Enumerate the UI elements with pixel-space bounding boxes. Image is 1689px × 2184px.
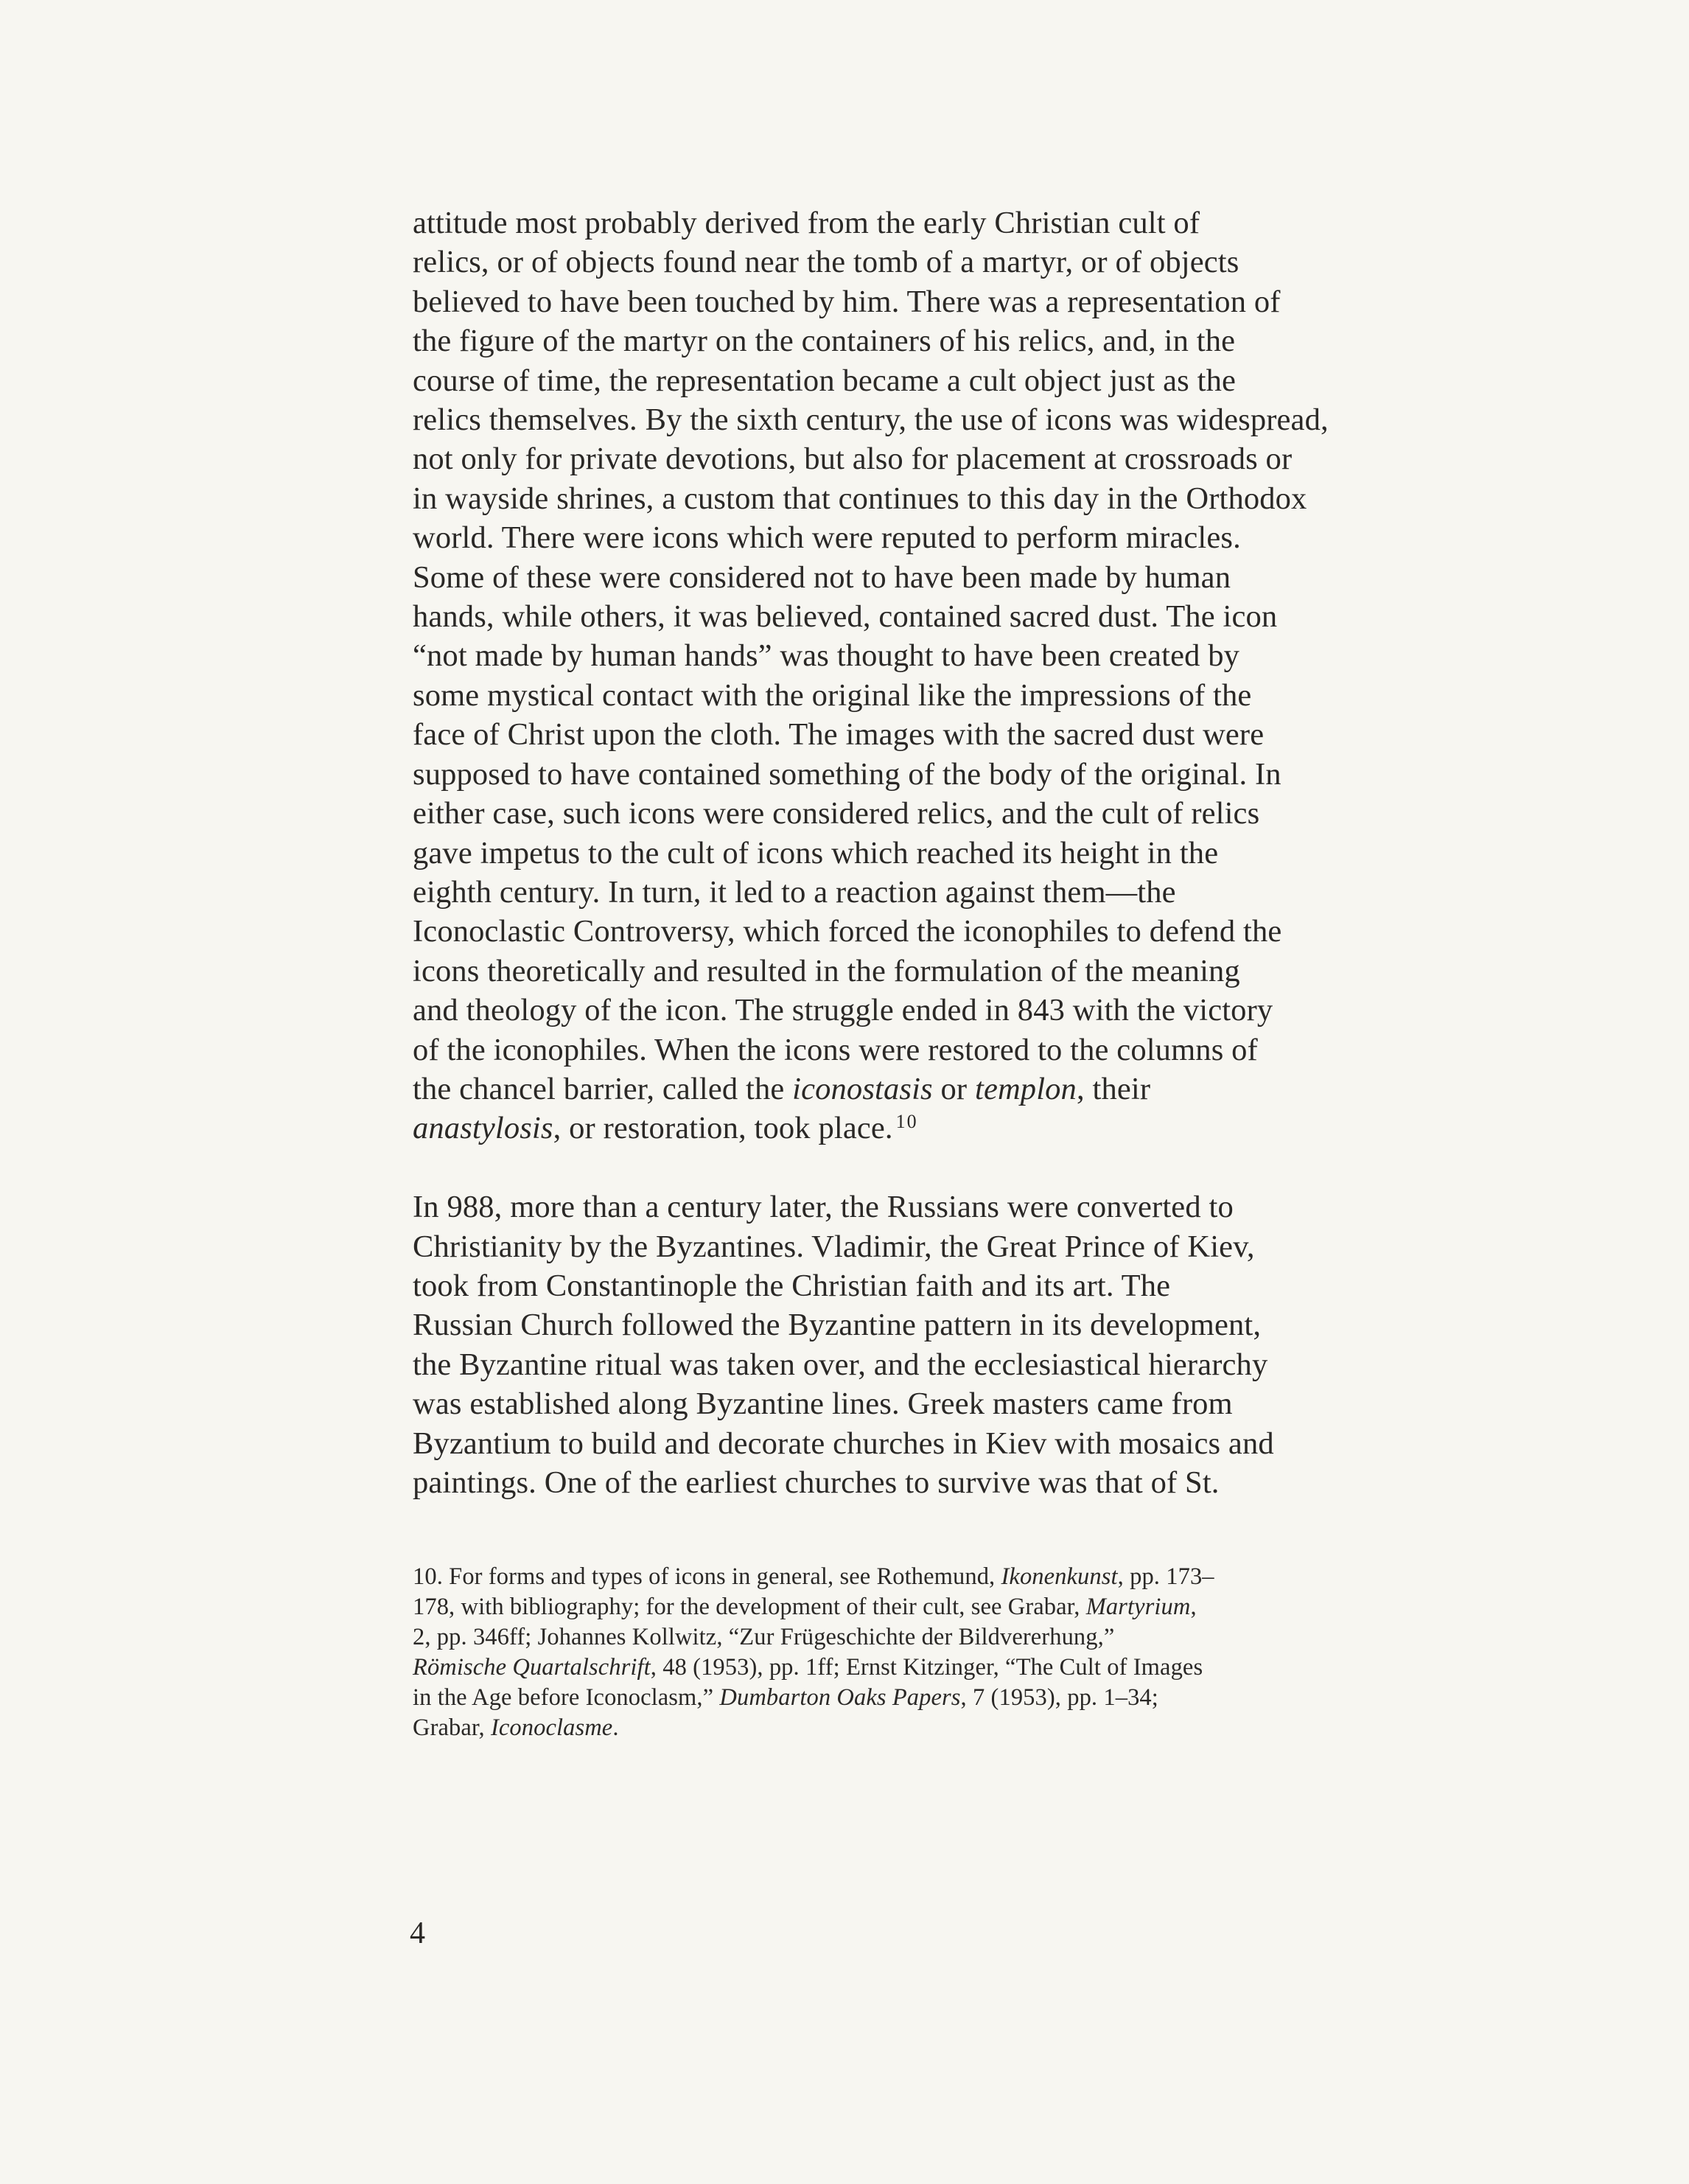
- italic-title: Ikonenkunst: [1001, 1563, 1118, 1590]
- italic-term: anastylosis: [413, 1111, 553, 1146]
- text-line: Iconoclastic Controversy, which forced the iconophiles to defend the: [413, 914, 1282, 949]
- text-line: of the iconophiles. When the icons were restored to the columns of: [413, 1032, 1258, 1067]
- text-run: , or restoration, took place.: [553, 1111, 893, 1146]
- footnote: [413, 1562, 1430, 1743]
- text-line: hands, while others, it was believed, contained sacred dust. The icon: [413, 599, 1278, 635]
- text-line: relics themselves. By the sixth century, the use of icons was widespread,: [413, 402, 1329, 438]
- text-line: course of time, the representation became a cult object just as the: [413, 363, 1236, 398]
- text-line: and theology of the icon. The struggle ended in 843 with the victory: [413, 993, 1273, 1028]
- text-run: , their: [1076, 1071, 1151, 1106]
- text-line: Some of these were considered not to have been made by human: [413, 559, 1231, 595]
- text-run: , pp. 173–: [1117, 1563, 1214, 1590]
- text-run: the chancel barrier, called the: [413, 1071, 793, 1106]
- text-line: Russian Church followed the Byzantine pattern in its development,: [413, 1308, 1262, 1343]
- text-line: Byzantium to build and decorate churches in Kiev with mosaics and: [413, 1426, 1274, 1461]
- footnote-line: [413, 1653, 1430, 1683]
- text-run: Grabar,: [413, 1714, 491, 1741]
- text-line: attitude most probably derived from the early Christian cult of: [413, 206, 1200, 240]
- body-text: [413, 203, 1415, 1502]
- text-line: the Byzantine ritual was taken over, and the ecclesiastical hierarchy: [413, 1347, 1268, 1382]
- italic-title: Iconoclasme: [490, 1714, 613, 1741]
- text-run: in the Age before Iconoclasm,”: [413, 1684, 720, 1711]
- footnote-line: 2, pp. 346ff; Johannes Kollwitz, “Zur Frügeschichte der Bildvererhung,”: [413, 1624, 1115, 1650]
- footnote-reference[interactable]: 10: [895, 1111, 918, 1133]
- text-line: relics, or of objects found near the tomb of a martyr, or of objects: [413, 245, 1239, 280]
- text-line: gave impetus to the cult of icons which reached its height in the: [413, 835, 1219, 871]
- footnote-line: [413, 1562, 1430, 1592]
- italic-title: Dumbarton Oaks Papers: [719, 1684, 961, 1711]
- text-run: .: [612, 1714, 619, 1741]
- text-line: eighth century. In turn, it led to a reaction against them—the: [413, 874, 1176, 910]
- text-line: icons theoretically and resulted in the formulation of the meaning: [413, 953, 1240, 988]
- text-line: the figure of the martyr on the containers of his relics, and, in the: [413, 324, 1236, 359]
- text-run: , 48 (1953), pp. 1ff; Ernst Kitzinger, “The Cult of Images: [650, 1654, 1203, 1681]
- text-line: took from Constantinople the Christian faith and its art. The: [413, 1268, 1171, 1303]
- paragraph-break: [413, 1148, 1415, 1187]
- text-line: paintings. One of the earliest churches to survive was that of St.: [413, 1465, 1220, 1500]
- text-line: face of Christ upon the cloth. The images with the sacred dust were: [413, 717, 1265, 753]
- italic-title: Martyrium: [1085, 1594, 1191, 1620]
- text-line: “not made by human hands” was thought to have been created by: [413, 638, 1240, 674]
- italic-term: iconostasis: [792, 1071, 933, 1106]
- text-line: world. There were icons which were reputed to perform miracles.: [413, 520, 1241, 556]
- text-line: not only for private devotions, but also for placement at crossroads or: [413, 442, 1293, 477]
- text-run: 10. For forms and types of icons in general, see Rothemund,: [413, 1563, 1001, 1590]
- italic-title: Römische Quartalschrift: [413, 1654, 651, 1681]
- text-line: supposed to have contained something of the body of the original. In: [413, 756, 1281, 792]
- footnote-line: [413, 1592, 1430, 1622]
- text-run: or: [932, 1071, 975, 1106]
- text-line: was established along Byzantine lines. Greek masters came from: [413, 1386, 1233, 1422]
- text-line: Christianity by the Byzantines. Vladimir, the Great Prince of Kiev,: [413, 1229, 1255, 1264]
- text-run: , 7 (1953), pp. 1–34;: [960, 1684, 1158, 1711]
- text-line: [413, 1109, 1415, 1148]
- text-line: [413, 1070, 1415, 1109]
- text-line: believed to have been touched by him. There was a representation of: [413, 284, 1281, 319]
- page-number: 4: [410, 1916, 425, 1950]
- footnote-line: [413, 1683, 1430, 1713]
- text-line: in wayside shrines, a custom that continues to this day in the Orthodox: [413, 481, 1307, 516]
- text-run: ,: [1190, 1594, 1197, 1620]
- text-run: 178, with bibliography; for the development of their cult, see Grabar,: [413, 1594, 1086, 1620]
- italic-term: templon: [974, 1071, 1077, 1106]
- text-line: In 988, more than a century later, the Russians were converted to: [413, 1190, 1234, 1225]
- footnote-line: [413, 1713, 1430, 1743]
- text-line: some mystical contact with the original like the impressions of the: [413, 677, 1252, 713]
- text-line: either case, such icons were considered relics, and the cult of relics: [413, 796, 1260, 831]
